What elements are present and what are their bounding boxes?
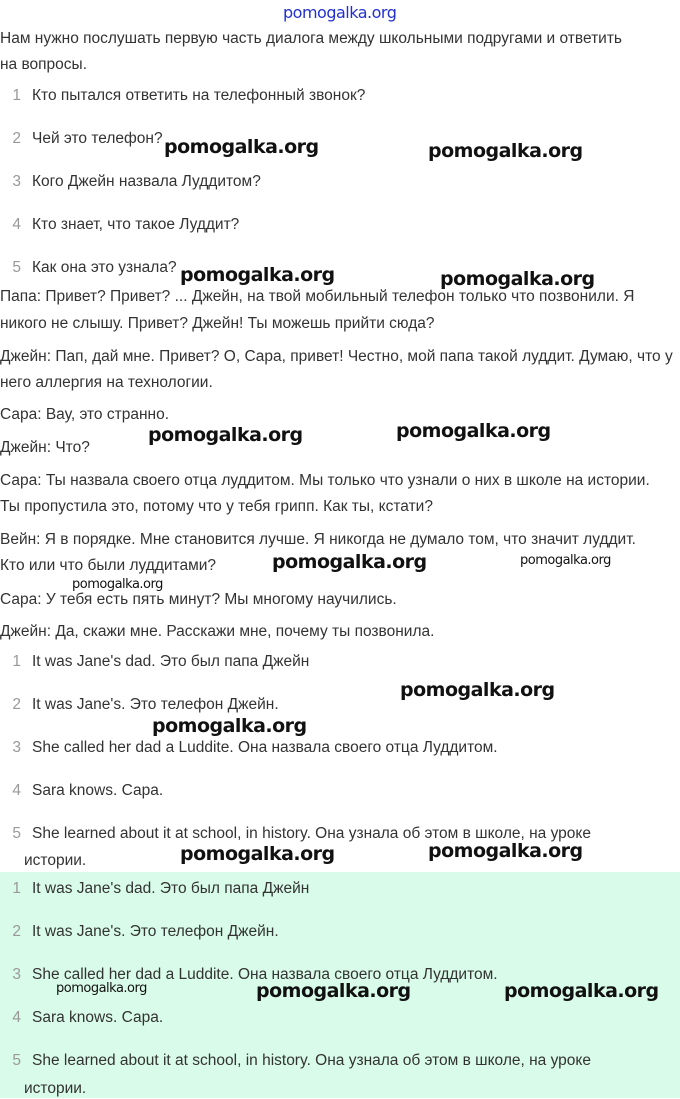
question-item bbox=[0, 258, 177, 278]
dialogue-line: Папа: Привет? Привет? ... Джейн, на твой мобильный телефон только что позвонили. Я bbox=[0, 288, 635, 305]
watermark: pomogalka.org bbox=[504, 980, 659, 1002]
dialogue-line: Кто или что были луддитами? bbox=[0, 557, 217, 574]
item-number: 1 bbox=[12, 880, 21, 897]
dialogue-line: Джейн: Пап, дай мне. Привет? О, Сара, привет! Честно, мой папа такой луддит. Думаю, что у bbox=[0, 348, 673, 365]
answer-item bbox=[0, 738, 498, 758]
watermark: pomogalka.org bbox=[400, 679, 555, 701]
question-item bbox=[0, 129, 163, 149]
item-text: Кого Джейн назвала Луддитом? bbox=[32, 173, 261, 190]
item-number: 5 bbox=[12, 825, 21, 842]
item-text: It was Jane's dad. Это был папа Джейн bbox=[32, 880, 310, 897]
watermark: pomogalka.org bbox=[72, 577, 163, 592]
intro-line: на вопросы. bbox=[0, 56, 87, 73]
answer-item bbox=[0, 1008, 163, 1028]
intro-line: Нам нужно послушать первую часть диалога между школьными подругами и ответить bbox=[0, 30, 622, 47]
question-item bbox=[0, 172, 261, 192]
watermark: pomogalka.org bbox=[256, 980, 411, 1002]
dialogue-line: Вейн: Я в порядке. Мне становится лучше. Я никогда не думало том, что значит луддит. bbox=[0, 531, 636, 548]
item-text: Sara knows. Сара. bbox=[32, 782, 164, 799]
item-text: Чей это телефон? bbox=[32, 130, 163, 147]
watermark: pomogalka.org bbox=[440, 268, 595, 290]
question-item bbox=[0, 86, 365, 106]
watermark: pomogalka.org bbox=[428, 840, 583, 862]
item-number: 2 bbox=[12, 923, 21, 940]
answer-item bbox=[0, 781, 163, 801]
item-number: 2 bbox=[12, 130, 21, 147]
dialogue-line: никого не слышу. Привет? Джейн! Ты можешь прийти сюда? bbox=[0, 315, 435, 332]
answer-item bbox=[0, 922, 279, 942]
item-text: She called her dad a Luddite. Она назвала своего отца Луддитом. bbox=[32, 739, 498, 756]
item-number: 4 bbox=[12, 216, 21, 233]
item-text: She learned about it at school, in history. Она узнала об этом в школе, на уроке bbox=[32, 1052, 591, 1069]
watermark: pomogalka.org bbox=[148, 424, 303, 446]
item-number: 4 bbox=[12, 782, 21, 799]
item-number: 3 bbox=[12, 739, 21, 756]
item-text: She called her dad a Luddite. Она назвала своего отца Луддитом. bbox=[32, 966, 498, 983]
item-text: She learned about it at school, in history. Она узнала об этом в школе, на уроке bbox=[32, 825, 591, 842]
answer-continuation: истории. bbox=[24, 852, 87, 869]
item-text: Sara knows. Сара. bbox=[32, 1009, 164, 1026]
answer-item bbox=[0, 1051, 591, 1071]
item-number: 1 bbox=[12, 87, 21, 104]
item-number: 5 bbox=[12, 259, 21, 276]
watermark: pomogalka.org bbox=[180, 264, 335, 286]
item-number: 1 bbox=[12, 653, 21, 670]
item-text: Кто знает, что такое Луддит? bbox=[32, 216, 240, 233]
item-number: 2 bbox=[12, 696, 21, 713]
question-item bbox=[0, 215, 239, 235]
item-text: It was Jane's dad. Это был папа Джейн bbox=[32, 653, 310, 670]
watermark: pomogalka.org bbox=[164, 136, 319, 158]
dialogue-line: него аллергия на технологии. bbox=[0, 374, 213, 391]
answer-item bbox=[0, 695, 279, 715]
item-number: 4 bbox=[12, 1009, 21, 1026]
item-number: 5 bbox=[12, 1052, 21, 1069]
watermark: pomogalka.org bbox=[396, 420, 551, 442]
answer-continuation: истории. bbox=[24, 1080, 87, 1097]
watermark: pomogalka.org bbox=[428, 140, 583, 162]
item-number: 3 bbox=[12, 966, 21, 983]
watermark: pomogalka.org bbox=[272, 551, 427, 573]
answer-item bbox=[0, 652, 309, 672]
item-text: It was Jane's. Это телефон Джейн. bbox=[32, 923, 279, 940]
dialogue-line: Сара: Вау, это странно. bbox=[0, 406, 169, 423]
dialogue-line: Джейн: Что? bbox=[0, 439, 90, 456]
dialogue-line: Джейн: Да, скажи мне. Расскажи мне, почему ты позвонила. bbox=[0, 623, 435, 640]
watermark: pomogalka.org bbox=[520, 553, 611, 568]
item-text: It was Jane's. Это телефон Джейн. bbox=[32, 696, 279, 713]
dialogue-line: Сара: Ты назвала своего отца луддитом. Мы только что узнали о них в школе на истории. bbox=[0, 472, 650, 489]
dialogue-line: Ты пропустила это, потому что у тебя грипп. Как ты, кстати? bbox=[0, 498, 433, 515]
header-watermark: pomogalka.org bbox=[283, 3, 397, 22]
watermark: pomogalka.org bbox=[152, 715, 307, 737]
watermark: pomogalka.org bbox=[180, 843, 335, 865]
item-text: Как она это узнала? bbox=[32, 259, 177, 276]
watermark: pomogalka.org bbox=[56, 981, 147, 996]
dialogue-line: Сара: У тебя есть пять минут? Мы многому научились. bbox=[0, 591, 397, 608]
item-text: Кто пытался ответить на телефонный звонок? bbox=[32, 87, 366, 104]
answer-item bbox=[0, 879, 309, 899]
item-number: 3 bbox=[12, 173, 21, 190]
